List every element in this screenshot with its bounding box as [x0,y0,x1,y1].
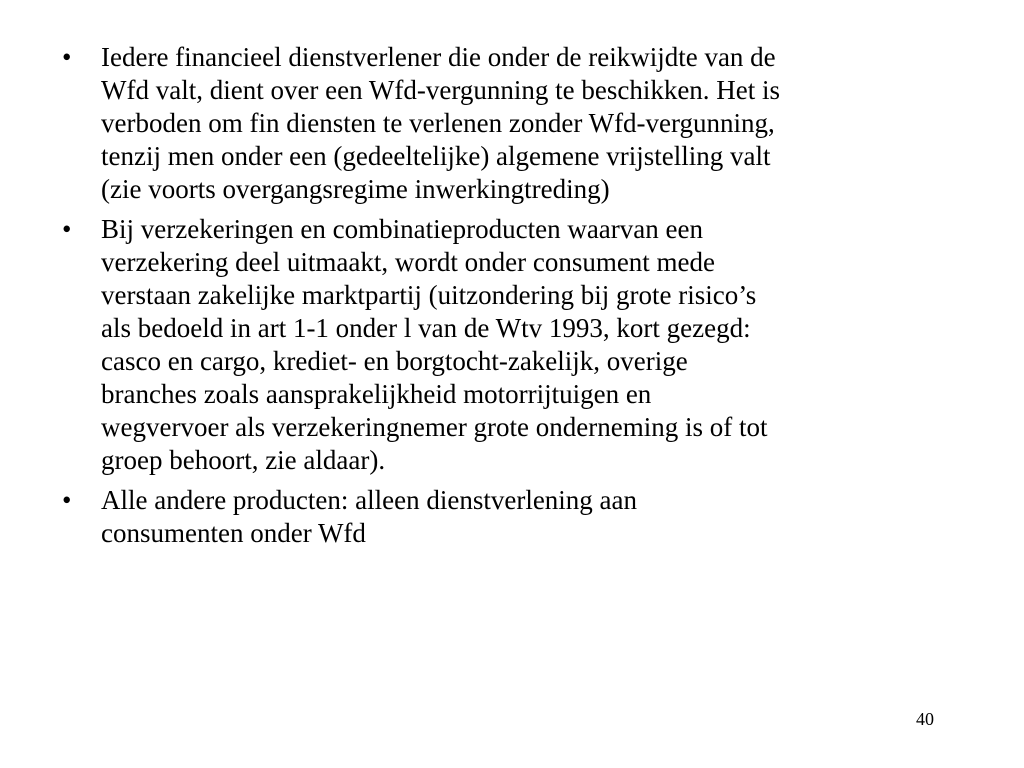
bullet-text-line: Iedere financieel dienstverlener die onder de reikwijdte van de [101,42,776,72]
bullet-item-andere-producten [58,484,958,550]
bullet-item-verzekeringen [58,213,958,477]
bullet-marker: • [62,485,72,515]
bullet-text-line: als bedoeld in art 1-1 onder l van de Wtv 1993, kort gezegd: [101,313,751,343]
bullet-marker: • [62,214,72,244]
bullet-text-line: Alle andere producten: alleen dienstverlening aan [101,485,638,515]
bullet-text-line: (zie voorts overgangsregime inwerkingtreding) [101,174,610,204]
bullet-text-line: verstaan zakelijke marktpartij (uitzondering bij grote risico’s [101,280,757,310]
bullet-text-line: branches zoals aansprakelijkheid motorrijtuigen en [101,379,652,409]
bullet-text-line: Bij verzekeringen en combinatieproducten waarvan een [101,214,703,244]
bullet-list [58,41,958,557]
bullet-text-line: tenzij men onder een (gedeeltelijke) algemene vrijstelling valt [101,141,771,171]
page-number: 40 [916,709,934,729]
bullet-text-line: verzekering deel uitmaakt, wordt onder consument mede [101,247,716,277]
bullet-text-line: verboden om fin diensten te verlenen zonder Wfd-vergunning, [101,108,775,138]
bullet-text-line: wegvervoer als verzekeringnemer grote onderneming is of tot [101,412,768,442]
bullet-text-line: consumenten onder Wfd [101,518,366,548]
bullet-text-line: casco en cargo, krediet- en borgtocht-zakelijk, overige [101,346,688,376]
bullet-item-vergunning [58,41,958,206]
bullet-text-line: groep behoort, zie aldaar). [101,445,386,475]
bullet-text-line: Wfd valt, dient over een Wfd-vergunning te beschikken. Het is [101,75,781,105]
bullet-marker: • [62,42,72,72]
